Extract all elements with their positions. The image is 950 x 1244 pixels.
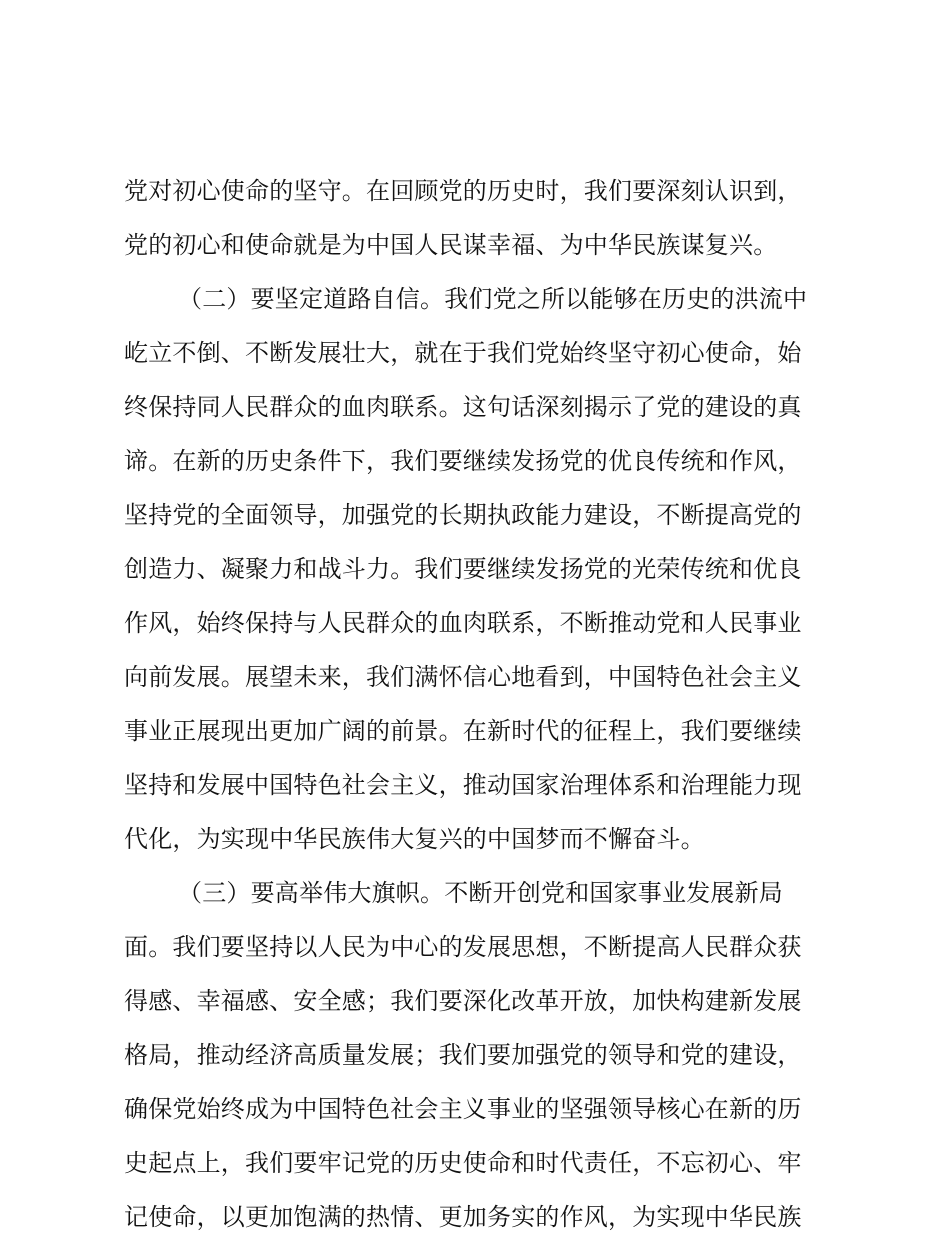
text-line: 格局，推动经济高质量发展；我们要加强党的领导和党的建设，: [124, 1041, 802, 1069]
section-heading-line: （二）要坚定道路自信。我们党之所以能够在历史的洪流中: [178, 285, 808, 313]
text-line: 向前发展。展望未来，我们满怀信心地看到，中国特色社会主义: [124, 663, 802, 691]
text-line: 党对初心使命的坚守。在回顾党的历史时，我们要深刻认识到，: [124, 177, 802, 205]
text-line: 创造力、凝聚力和战斗力。我们要继续发扬党的光荣传统和优良: [124, 555, 802, 583]
text-line: 坚持党的全面领导，加强党的长期执政能力建设，不断提高党的: [124, 501, 802, 529]
document-body: [124, 164, 824, 1244]
text-line: 事业正展现出更加广阔的前景。在新时代的征程上，我们要继续: [124, 717, 802, 745]
text-line: 确保党始终成为中国特色社会主义事业的坚强领导核心在新的历: [124, 1095, 802, 1123]
text-line: 党的初心和使命就是为中国人民谋幸福、为中华民族谋复兴。: [124, 231, 778, 259]
text-line: 屹立不倒、不断发展壮大，就在于我们党始终坚守初心使命，始: [124, 339, 802, 367]
text-line: 坚持和发展中国特色社会主义，推动国家治理体系和治理能力现: [124, 771, 802, 799]
text-line: 谛。在新的历史条件下，我们要继续发扬党的优良传统和作风，: [124, 447, 802, 475]
text-line: 面。我们要坚持以人民为中心的发展思想，不断提高人民群众获: [124, 933, 802, 961]
section-heading-line: （三）要高举伟大旗帜。不断开创党和国家事业发展新局: [178, 879, 783, 907]
text-line: 终保持同人民群众的血肉联系。这句话深刻揭示了党的建设的真: [124, 393, 802, 421]
text-line: 记使命，以更加饱满的热情、更加务实的作风，为实现中华民族: [124, 1203, 802, 1231]
text-line: 作风，始终保持与人民群众的血肉联系，不断推动党和人民事业: [124, 609, 802, 637]
text-line: 代化，为实现中华民族伟大复兴的中国梦而不懈奋斗。: [124, 825, 705, 853]
text-line: 史起点上，我们要牢记党的历史使命和时代责任，不忘初心、牢: [124, 1149, 802, 1177]
text-line: 得感、幸福感、安全感；我们要深化改革开放，加快构建新发展: [124, 987, 802, 1015]
